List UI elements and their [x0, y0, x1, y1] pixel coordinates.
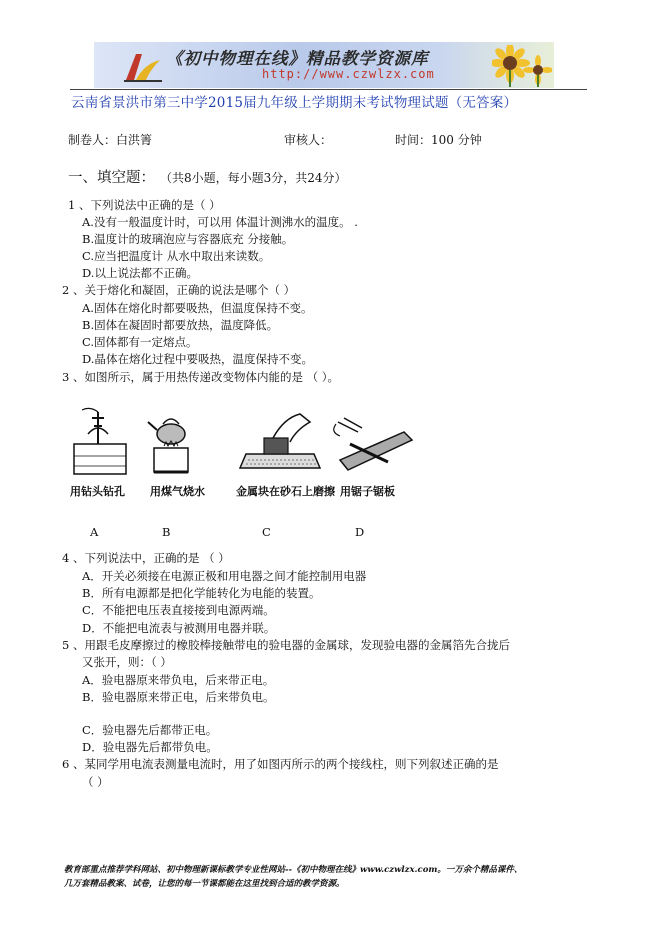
figure-letter: B: [162, 525, 171, 539]
question-option: A．验电器原来带负电，后来带正电。: [82, 673, 275, 687]
figure-letter: C: [262, 525, 271, 539]
question-stem-continued: （ ）: [82, 775, 109, 789]
question-option: D．验电器先后都带负电。: [82, 740, 218, 754]
question-option: B.温度计的玻璃泡应与容器底充 分接触。: [82, 232, 294, 246]
question-stem: 5 、用跟毛皮摩擦过的橡胶棒接触带电的验电器的金属球，发现验电器的金属箔先合拢后: [62, 638, 510, 652]
reviewer-label: 审核人：: [284, 133, 333, 147]
figure-caption: 用煤气烧水: [150, 485, 205, 498]
header-banner: [94, 42, 554, 88]
question-option: B.固体在凝固时都要放热，温度降低。: [82, 318, 279, 332]
figure-caption: 金属块在砂石上磨擦: [236, 485, 335, 498]
question-option: B．所有电源都是把化学能转化为电能的装置。: [82, 586, 321, 600]
question-option: C.应当把温度计 从水中取出来读数。: [82, 249, 271, 263]
grinding-drawing: [240, 414, 320, 468]
logo-icon: [122, 50, 164, 84]
sawing-drawing: [334, 418, 412, 470]
figure-caption: 用锯子锯板: [340, 485, 395, 498]
banner-url[interactable]: http://www.czwlzx.com: [262, 67, 435, 81]
footer-line: 几万套精品教案、试卷，让您的每一节课都能在这里找到合适的教学资源。: [64, 879, 345, 889]
question-stem: 4 、下列说法中，正确的是 （ ）: [62, 551, 230, 565]
footer-line: 教育部重点推荐学科网站、初中物理新课标教学专业性网站--《初中物理在线》www.czwlzx.com。一万余个精品课件、: [64, 865, 523, 875]
question-option: C．验电器先后都带正电。: [82, 723, 218, 737]
figure-letter: A: [90, 525, 99, 539]
question-stem-continued: 又张开，则：（ ）: [82, 655, 172, 669]
question-option: A.固体在熔化时都要吸热，但温度保持不变。: [82, 301, 313, 315]
kettle-drawing: [148, 419, 188, 472]
question-option: C．不能把电压表直接接到电源两端。: [82, 603, 275, 617]
question-option: A．开关必须接在电源正极和用电器之间才能控制用电器: [82, 569, 367, 583]
question-figure: [68, 404, 416, 506]
question-option: D.晶体在熔化过程中要吸热，温度保持不变。: [82, 352, 313, 366]
question-stem: 3 、如图所示，属于用热传递改变物体内能的是 （ ）。: [62, 370, 340, 384]
author-label: 制卷人：白洪箐: [68, 133, 153, 147]
figure-drawings: [68, 404, 416, 482]
sunflower-icon: [492, 45, 552, 87]
question-option: C.固体都有一定熔点。: [82, 335, 198, 349]
figure-letter: D: [355, 525, 365, 539]
document-title: 云南省景洪市第三中学2015届九年级上学期期末考试物理试题（无答案）: [71, 95, 518, 111]
question-stem: 2 、关于熔化和凝固，正确的说法是哪个（ ）: [62, 283, 296, 297]
time-label: 时间：100 分钟: [395, 133, 482, 147]
section-title: 一、填空题：: [68, 170, 155, 186]
banner-title: 《初中物理在线》精品教学资源库: [166, 49, 429, 68]
section-note: （共8小题，每小题3分，共24分）: [160, 171, 347, 185]
question-option: D．不能把电流表与被测用电器并联。: [82, 621, 276, 635]
header-rule: [70, 89, 587, 90]
question-option: A.没有一般温度计时，可以用 体温计测沸水的温度。 .: [82, 215, 358, 229]
question-stem: 1 、下列说法中正确的是（ ）: [68, 198, 221, 212]
question-option: D.以上说法都不正确。: [82, 266, 198, 280]
drill-drawing: [74, 408, 126, 474]
question-stem: 6 、某同学用电流表测量电流时，用了如图丙所示的两个接线柱，则下列叙述正确的是: [62, 757, 499, 771]
figure-caption: 用钻头钻孔: [70, 485, 125, 498]
question-option: B．验电器原来带正电，后来带负电。: [82, 690, 275, 704]
